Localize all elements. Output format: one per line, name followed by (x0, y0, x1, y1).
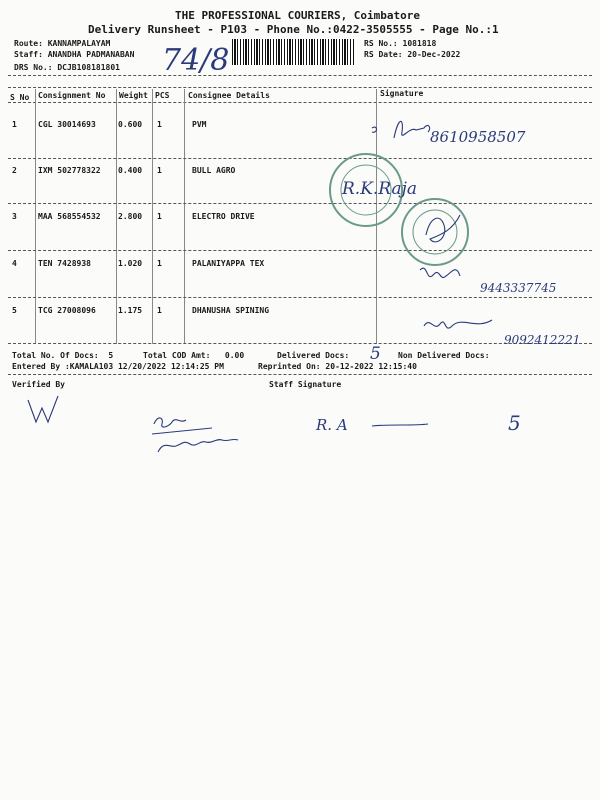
row-divider (8, 158, 592, 159)
row-pcs: 1 (157, 212, 162, 221)
rs-date-label: RS Date: (364, 50, 403, 59)
signature-row-2 (340, 170, 440, 204)
svg-text:74/8: 74/8 (162, 43, 230, 78)
row-weight: 0.400 (118, 166, 143, 175)
route-line (14, 39, 110, 48)
row-consignee: PALANIYAPPA TEX (192, 259, 265, 268)
total-cod-value: 0.00 (224, 351, 245, 360)
drs-value: DCJB108181801 (57, 63, 120, 72)
rs-no-value: 1081818 (402, 39, 437, 48)
total-docs-label: Total No. Of Docs: (12, 351, 99, 360)
row-sno: 2 (12, 166, 17, 175)
staff-signature (148, 410, 288, 470)
drs-label: DRS No.: (14, 63, 53, 72)
signature-row-1 (366, 100, 566, 156)
company-name: THE PROFESSIONAL COURIERS, Coimbatore (175, 9, 421, 22)
handwritten-number (160, 36, 232, 80)
col-header-weight: Weight (119, 91, 148, 100)
staff-signature-label: Staff Signature (269, 380, 342, 389)
column-line (116, 89, 117, 344)
col-header-sno: S No (10, 93, 30, 102)
row-divider (8, 250, 592, 251)
col-header-consignment: Consignment No (38, 91, 106, 100)
reprinted-on: Reprinted On: 20-12-2022 12:15:40 (258, 362, 417, 371)
signature-row-3 (418, 205, 478, 253)
svg-text:9443337745: 9443337745 (480, 281, 557, 295)
delivered-docs: Delivered Docs: (277, 351, 350, 360)
col-header-pcs: PCS (155, 91, 170, 100)
divider (8, 75, 592, 76)
svg-text:R.K.Raja: R.K.Raja (342, 179, 418, 199)
row-pcs: 1 (157, 166, 162, 175)
divider (8, 374, 592, 375)
row-pcs: 1 (157, 120, 162, 129)
row-divider (8, 297, 592, 298)
runsheet-title: Delivery Runsheet - P103 - Phone No.:0422-3505555 - Page No.:1 (88, 23, 499, 36)
row-weight: 0.600 (118, 120, 143, 129)
row-pcs: 1 (157, 306, 162, 315)
rs-date-value: 20-Dec-2022 (407, 50, 461, 59)
staff-value: ANANDHA PADMANABAN (47, 50, 135, 59)
verifier-signature (24, 392, 74, 428)
rs-date-line (364, 50, 460, 59)
svg-text:9092412221: 9092412221 (504, 333, 581, 347)
row-sno: 5 (12, 306, 17, 315)
column-line (35, 89, 36, 344)
row-consignee: BULL AGRO (192, 166, 236, 175)
row-consignee: PVM (192, 120, 207, 129)
total-cod (143, 351, 244, 360)
barcode (232, 39, 354, 65)
col-header-consignee: Consignee Details (188, 91, 270, 100)
row-consignment: CGL 30014693 (38, 120, 96, 129)
col-header-signature: Signature (380, 89, 424, 98)
row-consignee: DHANUSHA SPINING (192, 306, 270, 315)
route-label: Route: (14, 39, 43, 48)
staff-line (14, 50, 134, 59)
svg-text:5: 5 (370, 344, 381, 364)
row-consignment: IXM 502778322 (38, 166, 101, 175)
row-divider (8, 343, 592, 344)
column-line (376, 89, 377, 344)
svg-text:R. A: R. A (316, 416, 348, 434)
total-docs (12, 351, 113, 360)
company-stamp (326, 150, 406, 230)
staff-label: Staff: (14, 50, 43, 59)
divider (8, 102, 592, 103)
company-stamp (398, 195, 472, 269)
row-divider (8, 203, 592, 204)
column-line (152, 89, 153, 344)
svg-text:5: 5 (508, 411, 521, 435)
row-sno: 3 (12, 212, 17, 221)
drs-line (14, 63, 120, 72)
divider (8, 87, 592, 88)
handwritten-ra (314, 412, 454, 442)
total-cod-label: Total COD Amt: (143, 351, 211, 360)
row-weight: 1.020 (118, 259, 143, 268)
handwritten-five (506, 408, 536, 438)
total-docs-value: 5 (108, 351, 114, 360)
row-weight: 2.800 (118, 212, 143, 221)
non-delivered-docs: Non Delivered Docs: (398, 351, 490, 360)
rs-no-line (364, 39, 436, 48)
verified-by: Verified By (12, 380, 65, 389)
route-value: KANNAMPALAYAM (47, 39, 111, 48)
signature-row-4 (418, 258, 590, 298)
entered-by: Entered By :KAMALA103 12/20/2022 12:14:25 PM (12, 362, 224, 371)
rs-no-label: RS No.: (364, 39, 398, 48)
row-pcs: 1 (157, 259, 162, 268)
row-consignment: MAA 568554532 (38, 212, 101, 221)
row-consignment: TEN 7428938 (38, 259, 91, 268)
row-sno: 4 (12, 259, 17, 268)
column-line (184, 89, 185, 344)
row-weight: 1.175 (118, 306, 143, 315)
row-consignment: TCG 27008096 (38, 306, 96, 315)
row-consignee: ELECTRO DRIVE (192, 212, 255, 221)
row-sno: 1 (12, 120, 17, 129)
svg-text:8610958507: 8610958507 (430, 128, 526, 146)
